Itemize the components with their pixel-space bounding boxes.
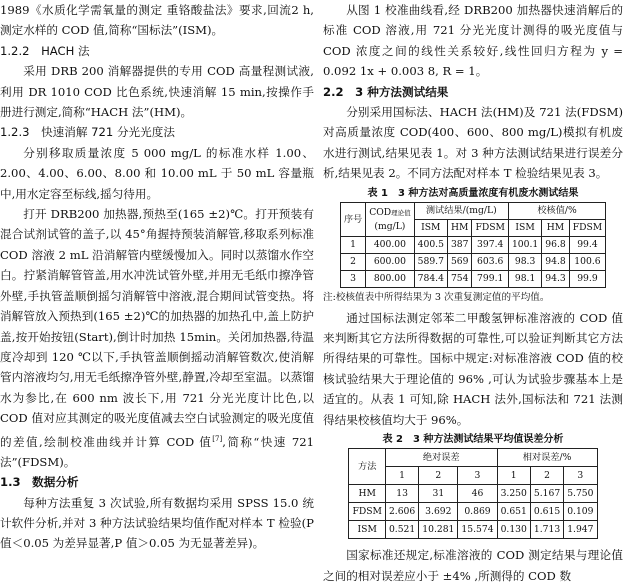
table-row (340, 236, 605, 253)
standard-paragraph: 国家标准还规定,标准溶液的 COD 测定结果与理论值之间的相对误差应小于 ±4% ,所测得的 COD 数 (323, 548, 623, 583)
calibration-paragraph: 从图 1 校准曲线看,经 DRB200 加热器快速消解后的标准 COD 溶液,用 721 分光光度计测得的吸光度值与 COD 浓度之间的线性关系较好,线性回归方程为 y = 0.092 1x + 0.003 8, R = 1。 (323, 3, 623, 79)
table2-header-abs: 绝对误差 (385, 449, 497, 467)
table-cell: 600.00 (366, 253, 414, 270)
table-cell: 799.1 (472, 270, 508, 287)
table-cell: 603.6 (472, 253, 508, 270)
cod-label: COD (369, 206, 392, 218)
table-cell: 31 (419, 485, 458, 503)
table-cell: ISM (349, 521, 385, 539)
table-cell: 2 (340, 253, 365, 270)
table-cell: 13 (385, 485, 418, 503)
data-analysis-paragraph: 每种方法重复 3 次试验,所有数据均采用 SPSS 15.0 统计软件分析,并对 3 种方法试验结果均值作配对样本 T 检验(P 值＜0.05 为差异显著,P 值＞0.05 为无显著差异)。 (0, 495, 314, 551)
cod-unit-label: (mg/L) (374, 220, 406, 232)
table-cell: 0.521 (385, 521, 418, 539)
table-cell: 94.8 (542, 253, 569, 270)
table-cell: 5.167 (530, 485, 563, 503)
table-cell: 0.651 (497, 503, 530, 521)
section-2-2-heading: 2.2 3 种方法测试结果 (323, 84, 449, 99)
validation-paragraph: 通过国标法测定邻苯二甲酸氢钾标准溶液的 COD 值来判断其它方法所得数据的可靠性,可以验证判断其它方法所得结果的可靠性。国标中规定:对标准溶液 COD 值的校核试验结果大于理论值的 96% ,可认为试验步骤基本上是适宜的。从表 1 可知,除 HACH 法外,国标法和 721 法测得结果校核值均大于 96%。 (323, 310, 623, 427)
procedure-paragraph (0, 204, 314, 472)
table-row (340, 270, 605, 287)
table1-col-header: ISM (508, 219, 541, 236)
table-cell: 98.1 (508, 270, 541, 287)
table-cell: 400.5 (414, 236, 447, 253)
table1-note: 注:校核值表中所得结果为 3 次重复测定值的平均值。 (323, 291, 550, 303)
table-row (349, 521, 597, 539)
table1-header-results: 测试结果/(mg/L) (414, 202, 508, 219)
table-cell: 100.6 (569, 253, 605, 270)
intro-paragraph: 1989《水质化学需氧量的测定 重铬酸盐法》要求,回流2 h,测定水样的 COD 值,简称“国标法”(ISM)。 (0, 3, 314, 38)
table-cell: 589.7 (414, 253, 447, 270)
table-cell: HM (349, 485, 385, 503)
table2-col-header: 2 (530, 467, 563, 485)
table-cell: 3.250 (497, 485, 530, 503)
table-cell: 1 (340, 236, 365, 253)
table2-col-header: 1 (385, 467, 418, 485)
table1-col-header: HM (542, 219, 569, 236)
table-cell: 400.00 (366, 236, 414, 253)
table1 (340, 202, 606, 288)
table-cell: 15.574 (458, 521, 497, 539)
table1-col-header: HM (447, 219, 472, 236)
table-cell: 100.1 (508, 236, 541, 253)
table1-header-seq: 序号 (340, 202, 365, 236)
procedure-text-end: ,简称“快速 721 法”(FDSM)。 (0, 434, 314, 469)
table-cell: 1.947 (564, 521, 597, 539)
table2-header-method: 方法 (349, 449, 385, 485)
table-cell: 569 (447, 253, 472, 270)
table-cell: 0.109 (564, 503, 597, 521)
table2 (348, 448, 597, 539)
table1-col-header: ISM (414, 219, 447, 236)
table-cell: 94.3 (542, 270, 569, 287)
cod-theory-label: 理论值 (391, 208, 411, 217)
table-cell: 3.692 (419, 503, 458, 521)
table-cell: 0.869 (458, 503, 497, 521)
table-cell: 99.9 (569, 270, 605, 287)
table2-col-header: 1 (497, 467, 530, 485)
table-cell: 800.00 (366, 270, 414, 287)
table2-caption: 表 2 3 种方法测试结果平均值误差分析 (382, 434, 564, 446)
left-column (0, 0, 314, 554)
table2-col-header: 2 (419, 467, 458, 485)
table-cell: 387 (447, 236, 472, 253)
table-cell: 3 (340, 270, 365, 287)
section-1-2-2-heading: 1.2.2 HACH 法 (0, 43, 90, 58)
sample-prep-paragraph: 分别移取质量浓度 5 000 mg/L 的标准水样 1.00、2.00、4.00、6.00、8.00 和 10.00 mL 于 50 mL 容量瓶中,用水定容至标线,摇匀待用。 (0, 145, 314, 201)
section-1-3-heading: 1.3 数据分析 (0, 475, 79, 490)
table1-header-cod (366, 202, 414, 236)
hach-method-paragraph: 采用 DRB 200 消解器提供的专用 COD 高量程测试液,利用 DR 1010 COD 比色系统,快速消解 15 min,按操作手册进行测定,简称“HACH 法”(HM)。 (0, 64, 314, 120)
table-cell: 99.4 (569, 236, 605, 253)
table-cell: 96.8 (542, 236, 569, 253)
table1-header-check: 校核值/% (508, 202, 605, 219)
right-column (323, 0, 623, 586)
table2-col-header: 3 (458, 467, 497, 485)
citation-ref: [7] (212, 434, 223, 443)
table-cell: 784.4 (414, 270, 447, 287)
table-cell: 0.615 (530, 503, 563, 521)
procedure-text: 打开 DRB200 加热器,预热至(165 ±2)℃。打开预装有混合试剂试管的盖子,以 45°角握持预装消解管,移取系列标准 COD 溶液 2 mL 沿消解管内壁缓慢加入。同时以蒸馏水作空白。拧紧消解管管盖,用水冲洗试管外壁,并用无毛纸巾擦净管外壁,手执管盖顺倒摇匀消解管中溶液,混合期间试管变热。将消解管放入预热到(165 ±2)℃的加热器的加热孔中,盖上防护盖,按开始按钮(Start),倒计时加热 15min。关闭加热器,待温度冷却到 120 ℃以下,手执管盖顺倒摇动消解管数次,使消解管内溶液均匀,用无毛纸擦净管外壁,静置,冷却至室温。以蒸馏水为参比,在 600 nm 波长下,用 721 分光光度计比色,以 COD 值对应其测定的吸光度值减去空白试验测定的吸光度值的差值,绘制校准曲线并计算 COD 值 (0, 207, 314, 449)
section-1-2-3-heading: 1.2.3 快速消解 721 分光光度法 (0, 125, 175, 140)
table-cell: 2.606 (385, 503, 418, 521)
table-cell: FDSM (349, 503, 385, 521)
table1-col-header: FDSM (472, 219, 508, 236)
table-cell: 46 (458, 485, 497, 503)
table1-col-header: FDSM (569, 219, 605, 236)
table-cell: 10.281 (419, 521, 458, 539)
table-cell: 5.750 (564, 485, 597, 503)
table-cell: 1.713 (530, 521, 563, 539)
test-results-paragraph: 分别采用国标法、HACH 法(HM)及 721 法(FDSM)对高质量浓度 COD(400、600、800 mg/L)模拟有机废水进行测试,结果见表 1。对 3 种方法测试结果进行误差分析,结果见表 2。不同方法配对样本 T 检验结果见表 3。 (323, 105, 623, 181)
table2-header-rel: 相对误差/% (497, 449, 597, 467)
table2-col-header: 3 (564, 467, 597, 485)
table1-caption: 表 1 3 种方法对高质量浓度有机废水测试结果 (367, 187, 579, 199)
table-cell: 754 (447, 270, 472, 287)
table-row (349, 503, 597, 521)
table-row (340, 253, 605, 270)
table-row (349, 485, 597, 503)
table-cell: 98.3 (508, 253, 541, 270)
table-cell: 397.4 (472, 236, 508, 253)
table-cell: 0.130 (497, 521, 530, 539)
